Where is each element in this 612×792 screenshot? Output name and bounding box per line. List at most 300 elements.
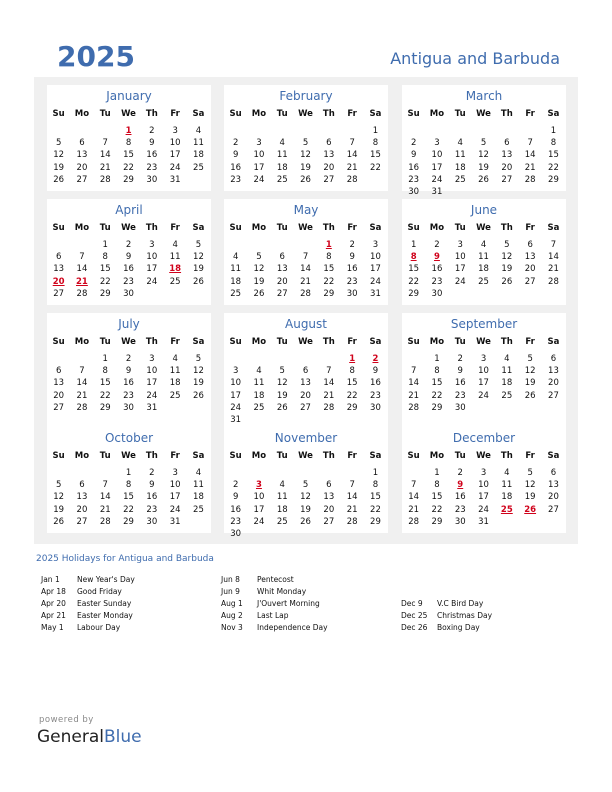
calendar-day: 30: [146, 516, 158, 527]
calendar-day: 13: [323, 492, 335, 503]
weekday-header: Tu: [99, 337, 111, 347]
weekday-header: Su: [52, 223, 65, 233]
calendar-day: 19: [253, 276, 265, 287]
calendar-day: 22: [548, 162, 559, 173]
weekday-header: Fr: [525, 337, 535, 347]
calendar-day: 24: [370, 276, 381, 287]
calendar-day: 4: [457, 138, 463, 149]
calendar-day: 9: [232, 492, 239, 503]
calendar-day: 25: [169, 276, 181, 287]
holiday-day: 3: [255, 480, 262, 491]
calendar-day: 17: [370, 264, 381, 275]
calendar-day: 21: [99, 162, 111, 173]
calendar-day: 1: [125, 468, 132, 478]
calendar-day: 31: [431, 187, 443, 197]
holiday-name: Whit Monday: [257, 587, 307, 596]
calendar-day: 20: [276, 276, 288, 287]
month-name: April: [115, 203, 143, 217]
calendar-day: 12: [524, 366, 536, 377]
calendar-day: 9: [125, 366, 132, 377]
calendar-day: 15: [123, 150, 134, 161]
weekday-header: Su: [52, 109, 65, 119]
calendar-day: 12: [253, 264, 265, 275]
calendar-day: 14: [76, 378, 88, 389]
calendar-day: 7: [550, 240, 557, 250]
holiday-name: Labour Day: [77, 623, 121, 632]
weekday-header: We: [121, 337, 136, 347]
calendar-day: 7: [527, 138, 533, 149]
calendar-day: 5: [55, 138, 62, 149]
calendar-day: 3: [457, 240, 463, 250]
weekday-header: Su: [407, 337, 420, 347]
calendar-day: 11: [454, 150, 466, 161]
month-name: August: [285, 317, 327, 331]
calendar-day: 8: [125, 480, 132, 491]
weekday-header: Tu: [99, 109, 111, 119]
calendar-day: 16: [123, 378, 134, 389]
calendar-day: 24: [454, 276, 466, 287]
calendar-day: 12: [300, 492, 311, 503]
calendar-day: 7: [102, 480, 108, 491]
weekday-header: Th: [145, 223, 158, 233]
calendar-day: 4: [504, 468, 510, 478]
calendar-day: 6: [279, 252, 285, 263]
calendar-day: 11: [230, 264, 242, 275]
calendar-day: 16: [230, 504, 242, 515]
calendar-day: 22: [346, 390, 358, 401]
calendar-day: 24: [253, 516, 265, 527]
calendar-day: 25: [501, 390, 513, 401]
month-october: [47, 427, 211, 533]
holiday-date: Apr 20: [41, 599, 66, 608]
holiday-day: 20: [52, 276, 65, 287]
calendar-day: 2: [149, 468, 155, 478]
calendar-day: 21: [99, 504, 111, 515]
month-january: [47, 85, 211, 191]
weekday-header: Sa: [547, 109, 560, 119]
calendar-day: 2: [232, 480, 239, 491]
weekday-header: Th: [500, 337, 513, 347]
calendar-day: 5: [302, 480, 309, 491]
calendar-day: 19: [478, 162, 489, 173]
calendar-day: 4: [504, 354, 510, 364]
calendar-day: 21: [408, 504, 420, 515]
calendar-day: 29: [123, 516, 134, 527]
holiday-date: May 1: [41, 623, 64, 632]
calendar-day: 7: [349, 480, 355, 491]
calendar-day: 10: [370, 252, 381, 263]
calendar-day: 23: [454, 390, 466, 401]
calendar-day: 30: [123, 402, 134, 413]
calendar-day: 3: [172, 126, 178, 136]
calendar-grid: [34, 77, 578, 544]
weekday-header: Tu: [454, 337, 466, 347]
calendar-day: 6: [527, 240, 533, 250]
weekday-header: Su: [52, 451, 65, 461]
calendar-day: 13: [501, 150, 513, 161]
calendar-day: 29: [548, 174, 559, 185]
calendar-day: 19: [300, 504, 311, 515]
calendar-day: 2: [125, 240, 132, 250]
holiday-date: Jun 9: [221, 587, 240, 596]
calendar-day: 13: [548, 366, 559, 377]
calendar-day: 27: [548, 390, 559, 401]
calendar-day: 23: [230, 516, 242, 527]
weekday-header: Mo: [251, 223, 267, 233]
holiday-name: Good Friday: [77, 587, 122, 596]
calendar-day: 7: [79, 252, 85, 263]
calendar-day: 21: [548, 264, 559, 275]
calendar-day: 26: [501, 276, 513, 287]
calendar-day: 11: [478, 252, 489, 263]
calendar-day: 19: [276, 390, 288, 401]
calendar-day: 3: [232, 366, 239, 377]
calendar-day: 8: [326, 252, 332, 263]
weekday-header: Mo: [74, 451, 90, 461]
weekday-header: Su: [229, 109, 242, 119]
calendar-day: 4: [172, 354, 178, 364]
calendar-day: 16: [408, 162, 420, 173]
calendar-day: 27: [76, 516, 88, 527]
calendar-day: 24: [169, 504, 181, 515]
calendar-day: 10: [146, 366, 158, 377]
calendar-day: 8: [372, 138, 379, 149]
holiday-day: 25: [500, 504, 513, 515]
calendar-day: 25: [276, 174, 288, 185]
weekday-header: Sa: [369, 337, 382, 347]
calendar-day: 18: [276, 504, 288, 515]
calendar-day: 20: [548, 492, 559, 503]
calendar-day: 23: [431, 276, 443, 287]
calendar-day: 31: [230, 415, 242, 425]
calendar-day: 20: [300, 390, 311, 401]
holiday-day: 1: [325, 240, 332, 250]
calendar-day: 25: [193, 504, 204, 515]
weekday-header: Th: [500, 451, 513, 461]
weekday-header: Mo: [251, 337, 267, 347]
calendar-day: 23: [370, 390, 381, 401]
calendar-day: 21: [76, 390, 88, 401]
calendar-day: 10: [146, 252, 158, 263]
calendar-day: 17: [253, 504, 265, 515]
calendar-day: 12: [501, 252, 513, 263]
calendar-day: 5: [480, 138, 487, 149]
calendar-day: 22: [99, 390, 111, 401]
calendar-day: 22: [123, 504, 134, 515]
holiday-day: 1: [349, 354, 356, 364]
calendar-day: 29: [323, 288, 335, 299]
calendar-day: 16: [146, 492, 158, 503]
calendar-day: 10: [431, 150, 443, 161]
calendar-day: 5: [302, 138, 309, 149]
calendar-day: 6: [55, 252, 62, 263]
calendar-day: 18: [454, 162, 466, 173]
calendar-day: 8: [434, 480, 440, 491]
calendar-day: 25: [193, 162, 204, 173]
calendar-day: 7: [349, 138, 355, 149]
calendar-day: 20: [323, 162, 335, 173]
calendar-day: 14: [524, 150, 536, 161]
calendar-day: 6: [79, 480, 85, 491]
calendar-day: 28: [548, 276, 559, 287]
calendar-day: 28: [300, 288, 311, 299]
calendar-day: 10: [169, 138, 181, 149]
calendar-day: 9: [410, 150, 417, 161]
weekday-header: Tu: [454, 223, 466, 233]
calendar-day: 21: [300, 276, 311, 287]
calendar-day: 10: [230, 378, 242, 389]
weekday-header: Su: [52, 337, 65, 347]
holiday-day: 1: [125, 126, 132, 136]
holiday-day: 2: [372, 354, 379, 364]
calendar-day: 14: [76, 264, 88, 275]
calendar-day: 27: [276, 288, 288, 299]
calendar-day: 1: [102, 354, 108, 364]
month-june: [402, 199, 566, 305]
calendar-day: 12: [193, 366, 204, 377]
weekday-header: Tu: [276, 337, 288, 347]
calendar-day: 18: [169, 378, 181, 389]
month-july: [47, 313, 211, 427]
calendar-day: 27: [548, 504, 559, 515]
weekday-header: Su: [229, 451, 242, 461]
calendar-day: 7: [410, 480, 417, 491]
calendar-day: 26: [478, 174, 489, 185]
calendar-day: 4: [256, 366, 262, 377]
calendar-day: 8: [349, 366, 355, 377]
weekday-header: Mo: [429, 337, 445, 347]
calendar-day: 20: [76, 162, 88, 173]
year-title: 2025: [57, 40, 135, 73]
calendar-day: 15: [370, 150, 381, 161]
calendar-day: 6: [550, 354, 557, 364]
calendar-day: 30: [230, 529, 242, 539]
calendar-day: 6: [326, 138, 332, 149]
holiday-name: V.C Bird Day: [437, 599, 484, 608]
weekday-header: We: [298, 337, 313, 347]
calendar-day: 5: [55, 480, 62, 491]
calendar-day: 3: [149, 240, 155, 250]
weekday-header: Th: [145, 451, 158, 461]
brand-name-blue: Blue: [104, 727, 142, 747]
calendar-day: 2: [349, 240, 355, 250]
calendar-day: 23: [123, 276, 134, 287]
calendar-day: 10: [478, 366, 489, 377]
calendar-day: 19: [193, 378, 204, 389]
calendar-day: 28: [408, 402, 420, 413]
weekday-header: Mo: [429, 223, 445, 233]
calendar-day: 14: [346, 492, 358, 503]
calendar-day: 26: [193, 390, 204, 401]
calendar-day: 20: [53, 390, 65, 401]
weekday-header: Tu: [276, 223, 288, 233]
calendar-day: 18: [501, 378, 513, 389]
calendar-day: 9: [232, 150, 239, 161]
holiday-date: Jun 8: [221, 575, 240, 584]
weekday-header: Th: [322, 223, 335, 233]
month-name: September: [450, 317, 518, 331]
calendar-day: 10: [454, 252, 466, 263]
calendar-day: 29: [431, 516, 443, 527]
calendar-day: 11: [501, 366, 513, 377]
weekday-header: Sa: [547, 451, 560, 461]
month-november: [224, 427, 388, 539]
weekday-header: Mo: [74, 223, 90, 233]
calendar-day: 5: [279, 366, 285, 377]
calendar-day: 8: [125, 138, 132, 149]
weekday-header: Fr: [347, 223, 357, 233]
country-title: Antigua and Barbuda: [390, 49, 560, 68]
holiday-name: J'Ouvert Morning: [257, 599, 320, 608]
calendar-day: 12: [276, 378, 288, 389]
weekday-header: Th: [500, 109, 513, 119]
weekday-header: We: [298, 109, 313, 119]
calendar-day: 24: [478, 504, 489, 515]
calendar-day: 28: [76, 402, 88, 413]
weekday-header: Tu: [276, 451, 288, 461]
calendar-day: 28: [99, 174, 111, 185]
calendar-day: 4: [480, 240, 487, 250]
calendar-day: 3: [480, 468, 487, 478]
calendar-day: 5: [504, 240, 510, 250]
calendar-day: 6: [79, 138, 85, 149]
calendar-day: 14: [408, 492, 420, 503]
calendar-day: 10: [169, 480, 181, 491]
calendar-day: 5: [527, 354, 533, 364]
calendar-day: 31: [169, 174, 181, 185]
calendar-day: 11: [501, 480, 513, 491]
month-name: May: [293, 203, 319, 217]
calendar-day: 28: [99, 516, 111, 527]
weekday-header: Tu: [276, 109, 288, 119]
weekday-header: Su: [229, 337, 242, 347]
calendar-day: 15: [431, 378, 443, 389]
calendar-day: 29: [123, 174, 134, 185]
calendar-day: 27: [524, 276, 536, 287]
calendar-day: 23: [146, 162, 158, 173]
calendar-day: 30: [123, 288, 134, 299]
calendar-day: 29: [99, 288, 111, 299]
calendar-day: 10: [253, 492, 265, 503]
calendar-day: 16: [230, 162, 242, 173]
holiday-date: Jan 1: [41, 575, 60, 584]
weekday-header: Sa: [547, 223, 560, 233]
calendar-day: 1: [434, 354, 440, 364]
calendar-day: 17: [454, 264, 466, 275]
holiday-name: Last Lap: [257, 611, 289, 620]
calendar-day: 3: [149, 354, 155, 364]
calendar-day: 13: [276, 264, 288, 275]
calendar-day: 13: [300, 378, 311, 389]
weekday-header: Sa: [192, 109, 205, 119]
calendar-day: 12: [193, 252, 204, 263]
holiday-date: Nov 3: [221, 623, 243, 632]
calendar-day: 14: [99, 492, 111, 503]
calendar-day: 17: [146, 378, 158, 389]
weekday-header: Tu: [454, 451, 466, 461]
calendar-day: 9: [372, 366, 379, 377]
calendar-day: 5: [195, 240, 202, 250]
calendar-day: 7: [326, 366, 332, 377]
month-name: June: [470, 203, 498, 217]
calendar-day: 15: [323, 264, 335, 275]
weekday-header: Sa: [369, 451, 382, 461]
calendar-day: 11: [253, 378, 265, 389]
holiday-date: Apr 18: [41, 587, 66, 596]
calendar-day: 15: [370, 492, 381, 503]
calendar-day: 1: [372, 126, 379, 136]
calendar-day: 28: [323, 402, 335, 413]
calendar-day: 9: [125, 252, 132, 263]
calendar-day: 7: [102, 138, 108, 149]
calendar-day: 20: [76, 504, 88, 515]
weekday-header: Fr: [170, 109, 180, 119]
calendar-day: 29: [431, 402, 443, 413]
calendar-day: 29: [370, 516, 381, 527]
brand-logo[interactable]: [37, 727, 142, 747]
calendar-day: 27: [53, 288, 65, 299]
holiday-name: Easter Monday: [77, 611, 133, 620]
weekday-header: Th: [322, 109, 335, 119]
calendar-day: 6: [504, 138, 510, 149]
calendar-day: 13: [53, 378, 65, 389]
calendar-day: 12: [53, 150, 65, 161]
calendar-day: 11: [276, 150, 288, 161]
weekday-header: Th: [500, 223, 513, 233]
calendar-day: 31: [146, 402, 158, 413]
calendar-day: 12: [478, 150, 489, 161]
holiday-name: Boxing Day: [437, 623, 480, 632]
calendar-day: 12: [53, 492, 65, 503]
calendar-day: 24: [478, 390, 489, 401]
calendar-day: 24: [146, 276, 158, 287]
calendar-day: 15: [123, 492, 134, 503]
calendar-day: 4: [279, 138, 285, 149]
holidays-title: 2025 Holidays for Antigua and Barbuda: [36, 554, 214, 564]
month-name: January: [106, 89, 152, 103]
holiday-day: 9: [457, 480, 464, 491]
calendar-day: 17: [431, 162, 443, 173]
calendar-day: 26: [53, 516, 65, 527]
calendar-day: 1: [410, 240, 417, 250]
calendar-day: 7: [410, 366, 417, 377]
weekday-header: Su: [407, 451, 420, 461]
calendar-day: 18: [478, 264, 489, 275]
calendar-day: 17: [146, 264, 158, 275]
weekday-header: We: [121, 223, 136, 233]
calendar-day: 30: [408, 187, 420, 197]
holiday-date: Dec 26: [401, 623, 428, 632]
calendar-day: 18: [253, 390, 265, 401]
calendar-day: 27: [323, 516, 335, 527]
calendar-day: 13: [53, 264, 65, 275]
weekday-header: Th: [145, 109, 158, 119]
calendar-day: 23: [346, 276, 358, 287]
calendar-day: 17: [169, 150, 181, 161]
calendar-day: 25: [276, 516, 288, 527]
calendar-day: 14: [323, 378, 335, 389]
weekday-header: Mo: [251, 109, 267, 119]
weekday-header: Th: [145, 337, 158, 347]
calendar-day: 12: [524, 480, 536, 491]
weekday-header: Fr: [525, 223, 535, 233]
calendar-day: 16: [454, 378, 466, 389]
calendar-day: 13: [76, 150, 88, 161]
calendar-day: 5: [195, 354, 202, 364]
calendar-day: 8: [372, 480, 379, 491]
weekday-header: Fr: [170, 451, 180, 461]
calendar-day: 11: [276, 492, 288, 503]
